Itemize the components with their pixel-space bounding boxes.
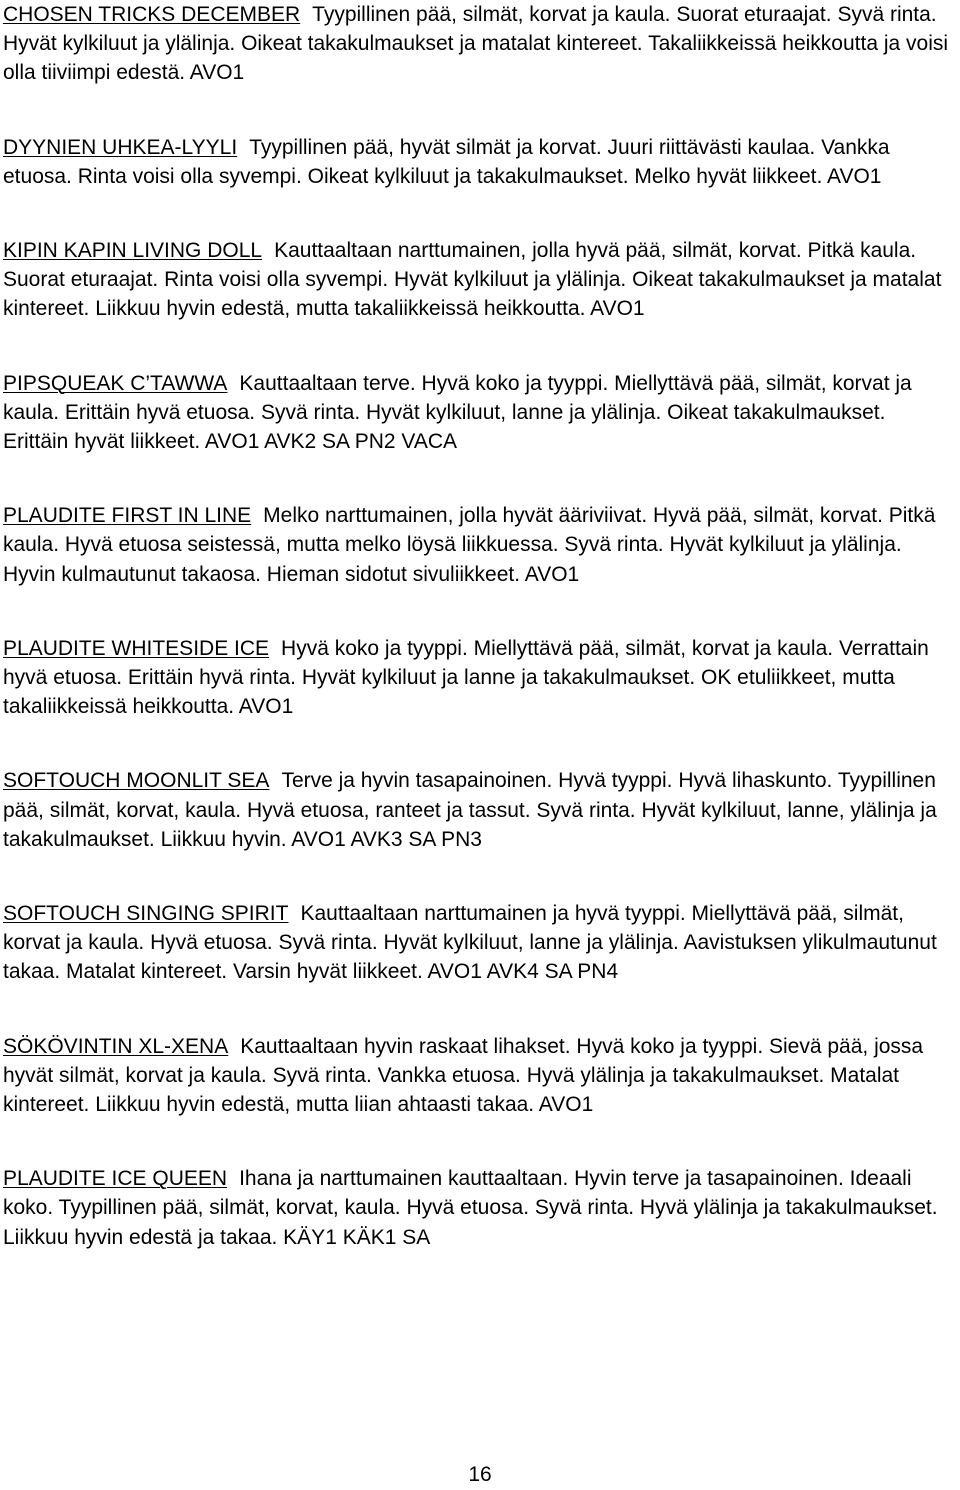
critique-text: Kauttaaltaan terve. Hyvä koko ja tyyppi. Miellyttävä pää, silmät, korvat ja kaula. Erittäin hyvä etuosa. Syvä rinta. Hyvät kylkiluut, lanne ja ylälinja. Oikeat takakulmaukset. Erittäin hyvät liikkeet. AVO1 AVK2 SA PN2 VACA	[3, 371, 912, 454]
critique-text: Hyvä koko ja tyyppi. Miellyttävä pää, silmät, korvat ja kaula. Verrattain hyvä etuosa. Erittäin hyvä rinta. Hyvät kylkiluut ja lanne ja takakulmaukset. OK etuliikkeet, mutta takaliikkeissä heikkoutta. AVO1	[3, 636, 929, 719]
critique-text: Terve ja hyvin tasapainoinen. Hyvä tyyppi. Hyvä lihaskunto. Tyypillinen pää, silmät, korvat, kaula. Hyvä etuosa, ranteet ja tassut. Syvä rinta. Hyvät kylkiluut, lanne, ylälinja ja takakulmaukset. Liikkuu hyvin. AVO1 AVK3 SA PN3	[3, 769, 937, 851]
dog-name: CHOSEN TRICKS DECEMBER	[3, 3, 301, 26]
critique-entry	[3, 899, 951, 987]
critique-entry	[3, 236, 951, 324]
critique-list	[3, 0, 951, 1297]
critique-entry	[3, 369, 951, 457]
dog-name: KIPIN KAPIN LIVING DOLL	[3, 239, 263, 263]
critique-entry	[3, 133, 951, 191]
dog-name: SOFTOUCH MOONLIT SEA	[3, 769, 270, 793]
dog-name: PLAUDITE ICE QUEEN	[3, 1167, 228, 1191]
critique-text: Kauttaaltaan hyvin raskaat lihakset. Hyvä koko ja tyyppi. Sievä pää, jossa hyvät silmät, korvat ja kaula. Syvä rinta. Vankka etuosa. Hyvä ylälinja ja takakulmaukset. Matalat kintereet. Liikkuu hyvin edestä, mutta liian ahtaasti takaa. AVO1	[3, 1034, 924, 1117]
dog-name: DYYNIEN UHKEA-LYYLI	[3, 135, 238, 159]
critique-text: Tyypillinen pää, hyvät silmät ja korvat. Juuri riittävästi kaulaa. Vankka etuosa. Rinta voisi olla syvempi. Oikeat kylkiluut ja takakulmaukset. Melko hyvät liikkeet. AVO1	[3, 135, 890, 188]
dog-name: SOFTOUCH SINGING SPIRIT	[3, 902, 289, 926]
critique-text: Melko narttumainen, jolla hyvät ääriviivat. Hyvä pää, silmät, korvat. Pitkä kaula. Hyvä etuosa seistessä, mutta melko löysä liikkuessa. Syvä rinta. Hyvät kylkiluut ja ylälinja. Hyvin kulmautunut takaosa. Hieman sidotut sivuliikkeet. AVO1	[3, 504, 936, 586]
critique-entry	[3, 0, 951, 88]
page-number: 16	[468, 1463, 492, 1486]
critique-entry	[3, 501, 951, 589]
critique-entry	[3, 766, 951, 854]
dog-name: PIPSQUEAK C’TAWWA	[3, 371, 228, 395]
critique-text: Ihana ja narttumainen kauttaaltaan. Hyvin terve ja tasapainoinen. Ideaali koko. Tyypillinen pää, silmät, korvat, kaula. Hyvä etuosa. Syvä rinta. Hyvä ylälinja ja takakulmaukset. Liikkuu hyvin edestä ja takaa. KÄY1 KÄK1 SA	[3, 1167, 938, 1249]
dog-name: SÖKÖVINTIN XL-XENA	[3, 1034, 229, 1058]
dog-name: PLAUDITE WHITESIDE ICE	[3, 636, 270, 660]
dog-name: PLAUDITE FIRST IN LINE	[3, 504, 252, 528]
critique-text: Kauttaaltaan narttumainen ja hyvä tyyppi. Miellyttävä pää, silmät, korvat ja kaula. Hyvä etuosa. Syvä rinta. Hyvät kylkiluut, lanne ja ylälinja. Aavistuksen ylikulmautunut takaa. Matalat kintereet. Varsin hyvät liikkeet. AVO1 AVK4 SA PN4	[3, 902, 937, 984]
critique-entry	[3, 1032, 951, 1120]
critique-entry	[3, 1164, 951, 1252]
critique-text: Kauttaaltaan narttumainen, jolla hyvä pää, silmät, korvat. Pitkä kaula. Suorat eturaajat. Rinta voisi olla syvempi. Hyvät kylkiluut ja ylälinja. Oikeat takakulmaukset ja matalat kintereet. Liikkuu hyvin edestä, mutta takaliikkeissä heikkoutta. AVO1	[3, 239, 942, 321]
critique-entry	[3, 634, 951, 722]
critique-text: Tyypillinen pää, silmät, korvat ja kaula. Suorat eturaajat. Syvä rinta. Hyvät kylkiluut ja ylälinja. Oikeat takakulmaukset ja matalat kintereet. Takaliikkeissä heikkoutta ja voisi olla tiiviimpi edestä. AVO1	[3, 3, 949, 85]
